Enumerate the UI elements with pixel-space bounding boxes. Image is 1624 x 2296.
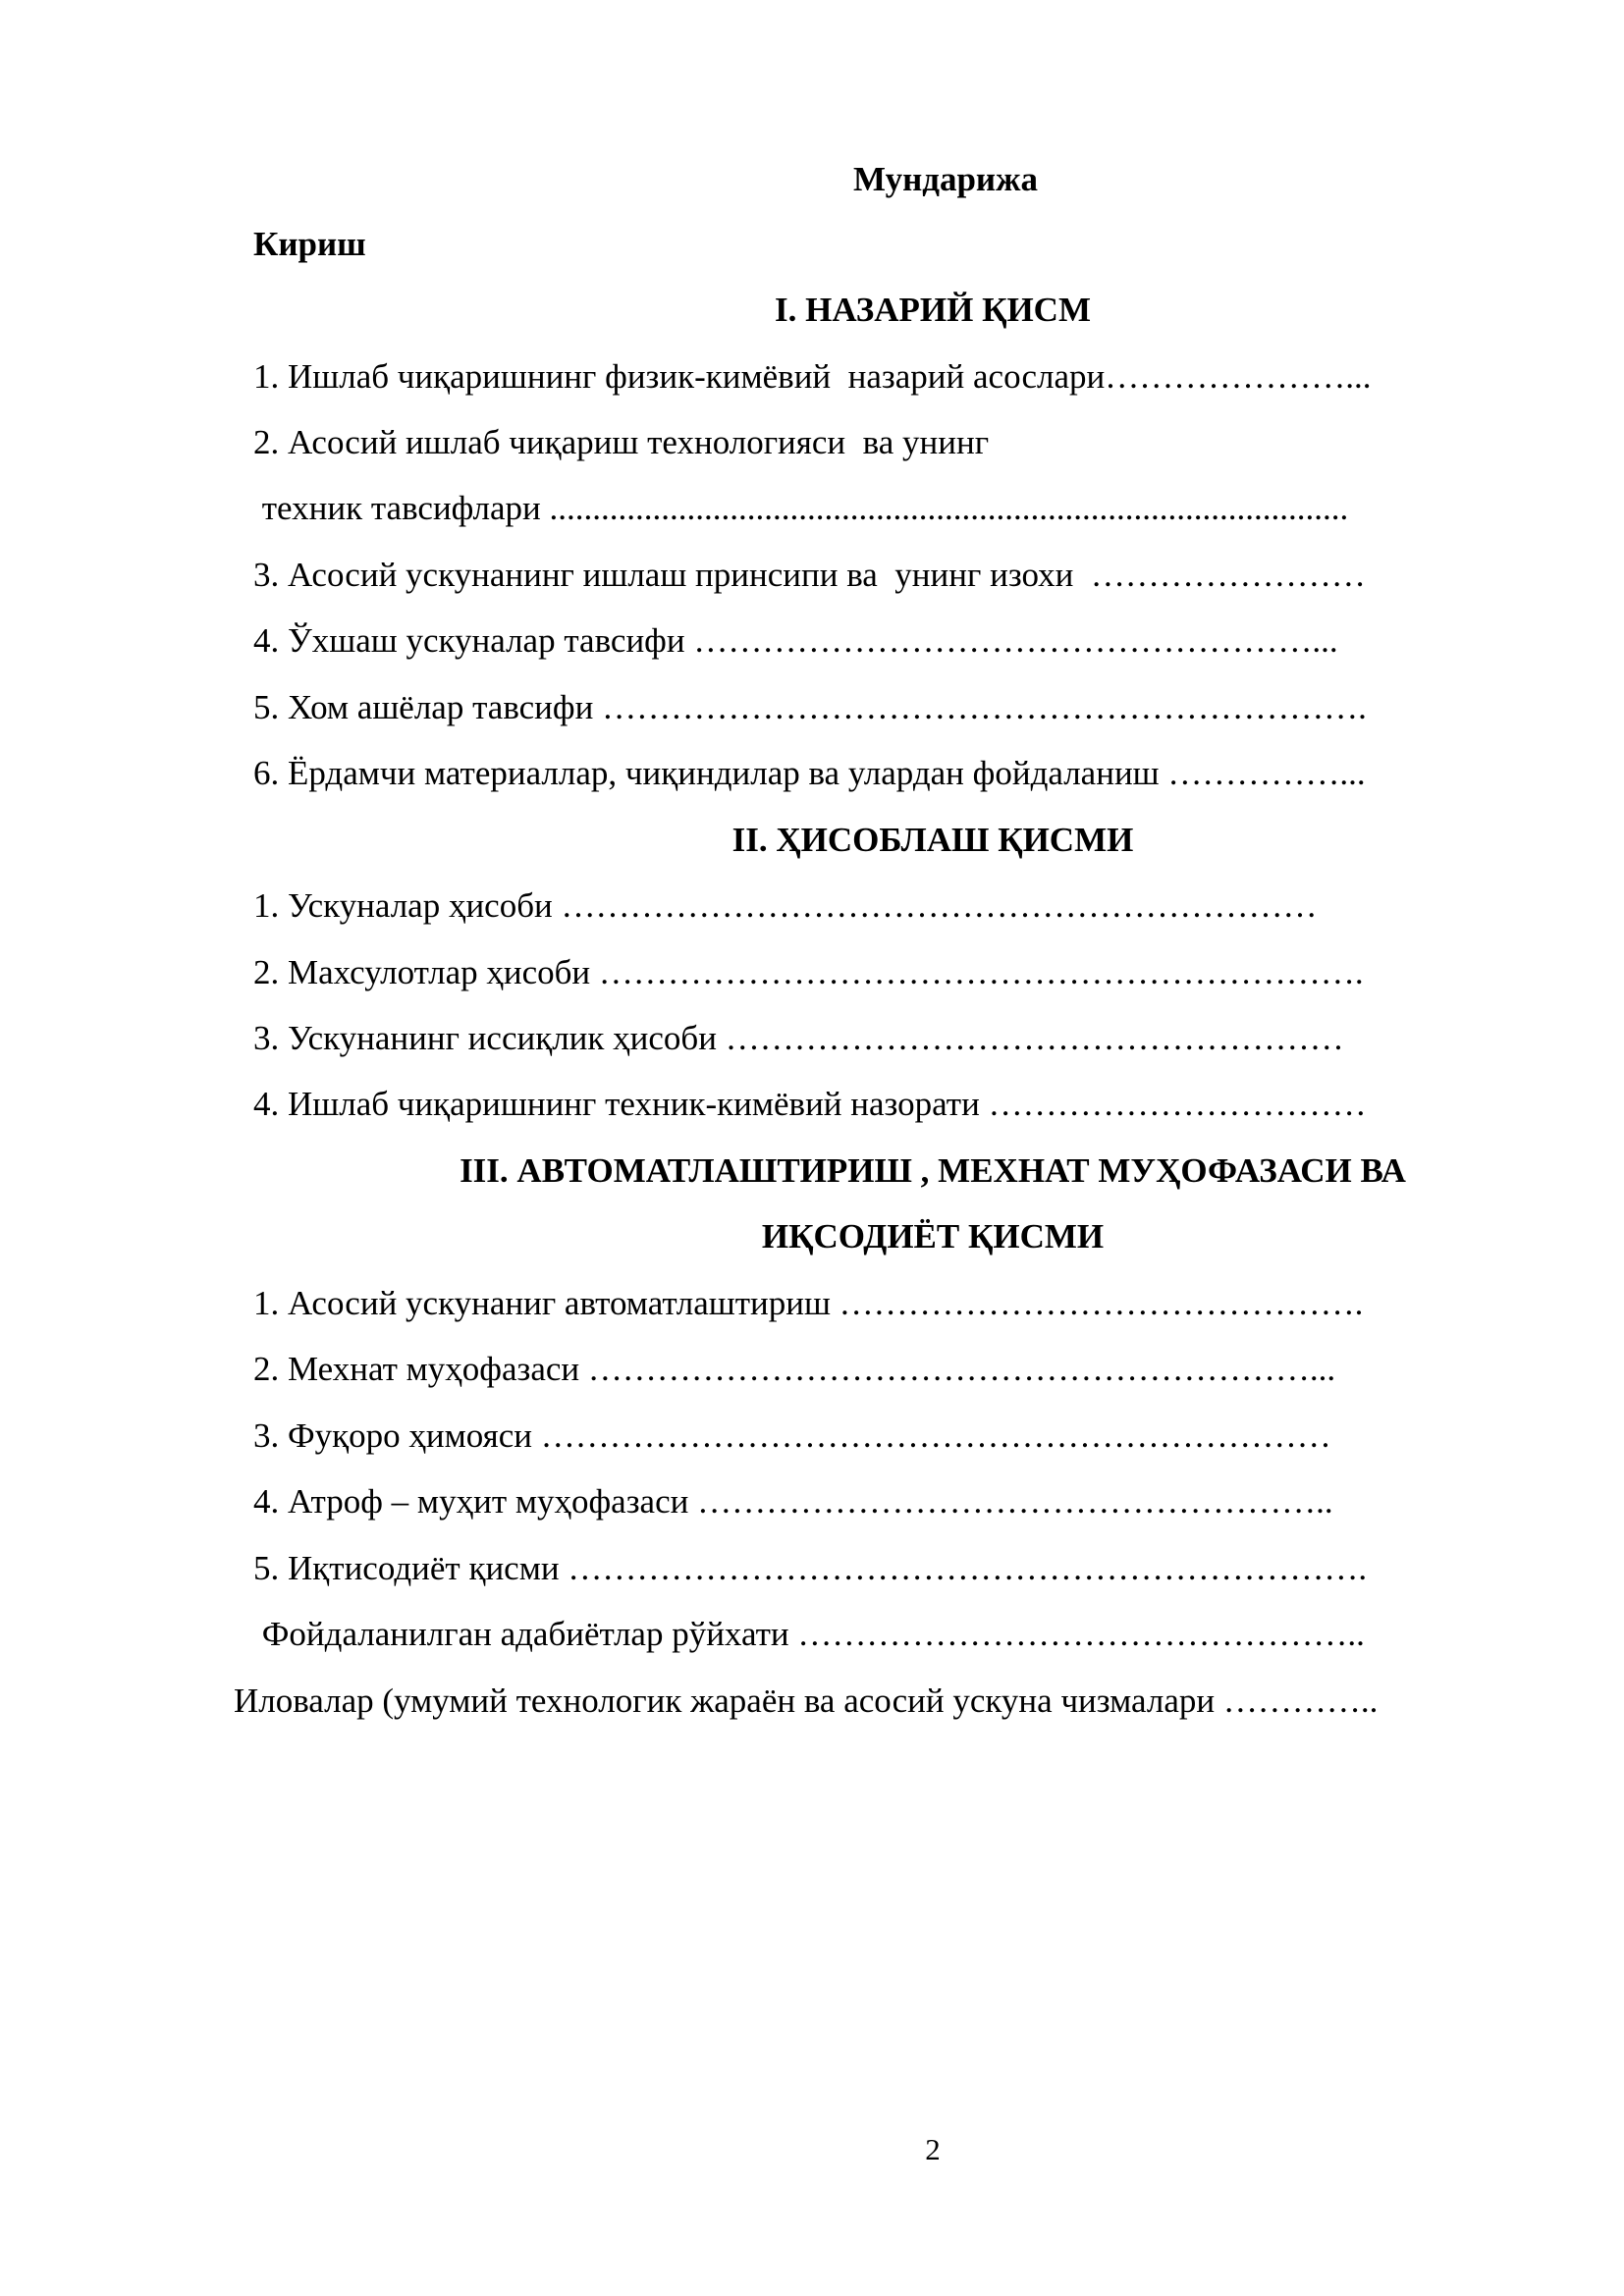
section-1-heading: I. НАЗАРИЙ ҚИСМ <box>775 291 1091 329</box>
toc-item: 3. Фуқоро ҳимояси …………………………………………………………… <box>253 1416 1331 1455</box>
references-entry: Фойдаланилган адабиётлар рўйхати ………………………………………….. <box>253 1615 1365 1653</box>
toc-item: 3. Ускунанинг иссиқлик ҳисоби ……………………………………………… <box>253 1019 1344 1057</box>
toc-item: 4. Ўхшаш ускуналар тавсифи ………………………………………………... <box>253 621 1338 660</box>
toc-item: 5. Иқтисодиёт қисми ……………………………………………………………. <box>253 1549 1368 1587</box>
toc-item: 2. Мехнат муҳофазаси ………………………………………………………... <box>253 1350 1336 1388</box>
toc-title: Мундарижа <box>853 160 1038 198</box>
toc-intro: Кириш <box>253 225 366 263</box>
toc-item: 2. Махсулотлар ҳисоби …………………………………………………………. <box>253 953 1364 991</box>
toc-item: 1. Ишлаб чиқаришнинг физик-кимёвий назарий асослари…………………... <box>253 357 1372 396</box>
section-2-heading: II. ҲИСОБЛАШ ҚИСМИ <box>731 821 1134 859</box>
appendices-entry: Иловалар (умумий технологик жараён ва асосий ускуна чизмалари ………….. <box>234 1682 1379 1720</box>
toc-item: 1. Ускуналар ҳисоби ………………………………………………………… <box>253 886 1318 925</box>
section-3-heading-line2: ИҚСОДИЁТ ҚИСМИ <box>761 1217 1105 1255</box>
toc-item: 2. Асосий ишлаб чиқариш технологияси ва унинг <box>253 423 990 461</box>
toc-item: 3. Асосий ускунанинг ишлаш принсипи ва унинг изохи …………………… <box>253 556 1366 594</box>
toc-item: техник тавсифлари ............................................................................................. <box>253 489 1349 527</box>
section-3-heading-line1: III. АВТОМАТЛАШТИРИШ , МЕХНАТ МУҲОФАЗАСИ ВА <box>460 1151 1406 1190</box>
toc-item: 4. Ишлаб чиқаришнинг техник-кимёвий назорати …………………………… <box>253 1085 1367 1123</box>
toc-item: 6. Ёрдамчи материаллар, чиқиндилар ва улардан фойдаланиш ……………... <box>253 754 1366 792</box>
toc-item: 4. Атроф – муҳит муҳофазаси ……………………………………………….. <box>253 1482 1333 1521</box>
page-number: 2 <box>925 2132 941 2166</box>
toc-item: 5. Хом ашёлар тавсифи …………………………………………………………. <box>253 688 1367 726</box>
toc-item: 1. Асосий ускунаниг автоматлаштириш ………………………………………. <box>253 1284 1364 1322</box>
